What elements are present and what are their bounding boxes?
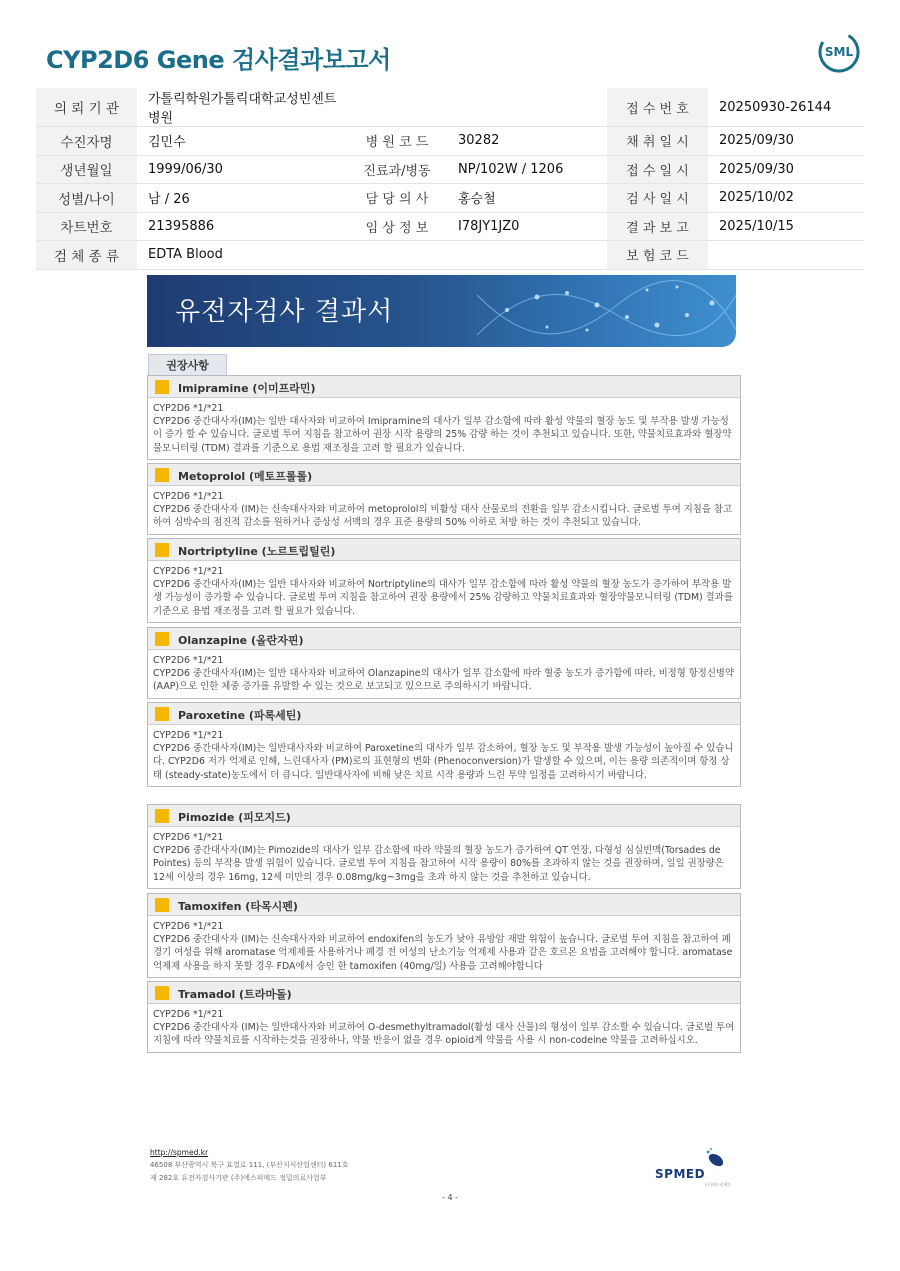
drug-card [147, 981, 741, 1053]
info-label [347, 88, 447, 127]
page-number: - 4 - [442, 1193, 458, 1202]
info-label: 수진자명 [36, 127, 137, 156]
drug-card [147, 627, 741, 699]
info-value: 1999/06/30 [137, 155, 347, 184]
drug-marker-icon [155, 380, 169, 394]
drug-genotype: CYP2D6 *1/*21 [153, 1009, 224, 1020]
drug-card-body [148, 916, 740, 977]
spmed-brand: SPMED [655, 1167, 706, 1181]
info-label: 임 상 정 보 [347, 212, 447, 241]
drug-name: Pimozide (피모지드) [178, 811, 291, 824]
info-value: 2025/09/30 [708, 127, 864, 156]
drug-marker-icon [155, 632, 169, 646]
drug-card [147, 463, 741, 535]
drug-name: Tamoxifen (타목시펜) [178, 900, 298, 913]
drug-marker-icon [155, 707, 169, 721]
drug-recommendation-text: CYP2D6 중간대사자(IM)는 일반 대사자와 비교하여 Imipramine의 대사가 일부 감소함에 따라 활성 약물의 혈장 농도 및 부작용 발생 가능성이 증가 할 수 있습니다. 글로벌 투여 지침을 참고하여 권장 시작 용량의 25% 감량 하는 것이 추천되고 있습니다. 또한, 약물치료효과와 혈장약물모니터링 (TDM) 결과를 기준으로 용법 재조정을 고려 할 필요가 있습니다. [153, 416, 732, 454]
drug-card-body [148, 725, 740, 786]
drug-card-header [148, 464, 740, 486]
info-label: 접 수 번 호 [607, 88, 708, 127]
drug-card [147, 804, 741, 889]
info-value: 김민수 [137, 127, 347, 156]
drug-card-body [148, 398, 740, 459]
drug-genotype: CYP2D6 *1/*21 [153, 403, 224, 414]
drug-recommendation-text: CYP2D6 중간대사자 (IM)는 신속대사자와 비교하여 endoxifen의 농도가 낮아 유방암 재발 위험이 높습니다. 글로벌 투여 지침을 참고하여 폐경기 여성을 위해 aromatase 억제제를 사용하거나 폐경 전 여성의 난소기능 억제제 사용과 같은 호르몬 요법을 고려해야 합니다. aromatase 억제제 사용을 하지 못할 경우 FDA에서 승인 한 tamoxifen (40mg/일) 사용을 고려해야합니다 [153, 934, 733, 972]
drug-name: Olanzapine (올란자핀) [178, 634, 304, 647]
drug-card-body [148, 827, 740, 888]
spmed-brand-sub: (주)에스피메드 [705, 1182, 732, 1187]
drug-card [147, 702, 741, 787]
drug-genotype: CYP2D6 *1/*21 [153, 491, 224, 502]
info-row [36, 212, 864, 241]
info-label [347, 241, 447, 270]
drug-genotype: CYP2D6 *1/*21 [153, 921, 224, 932]
drug-card-body [148, 1004, 740, 1052]
info-row [36, 155, 864, 184]
info-label: 진료과/병동 [347, 155, 447, 184]
recommendations-tab: 권장사항 [148, 354, 227, 376]
result-banner [147, 275, 736, 347]
info-value: 2025/10/15 [708, 212, 864, 241]
patient-info-table [36, 88, 864, 270]
drug-name: Imipramine (이미프라민) [178, 382, 316, 395]
info-label: 성별/나이 [36, 184, 137, 213]
info-value: 2025/09/30 [708, 155, 864, 184]
info-row [36, 241, 864, 270]
drug-marker-icon [155, 809, 169, 823]
drug-marker-icon [155, 468, 169, 482]
info-value [447, 88, 607, 127]
drug-recommendation-text: CYP2D6 중간대사자(IM)는 일반대사자와 비교하여 Paroxetine의 대사가 일부 감소하여, 혈장 농도 및 부작용 발생 가능성이 높아질 수 있습니다. CYP2D6 저가 억제로 인해, 느린대사자 (PM)로의 표현형의 변화 (Phenoconversion)가 발생할 수 있으며, 이는 용량 의존적이며 항정 상태 (steady-state)농도에서 더 큽니다. 일반대사자에 비해 낮은 치료 시작 용량과 느린 투약 일정을 고려하시기 바랍니다. [153, 743, 734, 781]
info-label: 결 과 보 고 [607, 212, 708, 241]
drug-genotype: CYP2D6 *1/*21 [153, 655, 224, 666]
drug-marker-icon [155, 543, 169, 557]
drug-card-body [148, 486, 740, 534]
info-label: 병 원 코 드 [347, 127, 447, 156]
info-label: 생년월일 [36, 155, 137, 184]
info-value: 홍승철 [447, 184, 607, 213]
drug-card-header [148, 982, 740, 1004]
info-value: 20250930-26144 [708, 88, 864, 127]
drug-card-header [148, 628, 740, 650]
sml-logo-text: SML [824, 45, 854, 59]
info-value: 21395886 [137, 212, 347, 241]
drug-recommendation-text: CYP2D6 중간대사자(IM)는 Pimozide의 대사가 일부 감소함에 따라 약물의 혈장 농도가 증가하여 QT 연장, 다형성 심실빈맥(Torsades de Pointes) 등의 부작용 발생 위험이 있습니다. 글로벌 투여 지침을 참고하여 시작 용량이 80%를 초과하지 않는 것을 권장하며, 일일 권장량은 12세 이상의 경우 16mg, 12세 미만의 경우 0.08mg/kg~3mg을 초과 하지 않는 것을 추천하고 있습니다. [153, 845, 724, 883]
info-value [708, 241, 864, 270]
info-label: 검 체 종 류 [36, 241, 137, 270]
drug-card [147, 538, 741, 623]
drug-card-header [148, 894, 740, 916]
info-label: 담 당 의 사 [347, 184, 447, 213]
drug-card-body [148, 561, 740, 622]
drug-card-body [148, 650, 740, 698]
drug-genotype: CYP2D6 *1/*21 [153, 832, 224, 843]
info-value: 2025/10/02 [708, 184, 864, 213]
info-value: 30282 [447, 127, 607, 156]
info-label: 접 수 일 시 [607, 155, 708, 184]
drug-recommendation-text: CYP2D6 중간대사자 (IM)는 신속대사자와 비교하여 metoprolol의 비활성 대사 산물로의 전환을 일부 감소시킵니다. 글로벌 투여 지침을 참고하여 심박수의 점진적 감소를 원하거나 증상성 서맥의 경우 표준 용량의 50% 이하로 처방 하는 것이 추천되고 있습니다. [153, 504, 732, 529]
info-value: I78JY1JZ0 [447, 212, 607, 241]
banner-title: 유전자검사 결과서 [175, 297, 394, 327]
drug-genotype: CYP2D6 *1/*21 [153, 566, 224, 577]
drug-name: Paroxetine (파록세틴) [178, 709, 302, 722]
drug-name: Tramadol (트라마돌) [178, 988, 292, 1001]
info-value: NP/102W / 1206 [447, 155, 607, 184]
drug-card-header [148, 805, 740, 827]
sml-logo [818, 31, 860, 73]
drug-card-header [148, 376, 740, 398]
drug-card [147, 893, 741, 978]
drug-marker-icon [155, 898, 169, 912]
info-value: 가톨릭학원가톨릭대학교성빈센트병원 [137, 88, 347, 127]
info-value: EDTA Blood [137, 241, 347, 270]
footer-website-link[interactable]: http://spmed.kr [150, 1148, 209, 1157]
info-row [36, 184, 864, 213]
drug-card-header [148, 539, 740, 561]
info-label: 차트번호 [36, 212, 137, 241]
info-label: 보 험 코 드 [607, 241, 708, 270]
info-label: 채 취 일 시 [607, 127, 708, 156]
info-value [447, 241, 607, 270]
drug-card [147, 375, 741, 460]
info-row [36, 88, 864, 127]
info-label: 검 사 일 시 [607, 184, 708, 213]
drug-recommendation-text: CYP2D6 중간대사자(IM)는 일반 대사자와 비교하여 Nortriptyline의 대사가 일부 감소함에 따라 활성 약물의 혈장 농도가 증가하여 부작용 발생 가능성이 증가할 수 있습니다. 글로벌 투여 지침을 참고하여 권장 용량에서 25% 감량하고 약물치료효과와 혈장약물모니터링 (TDM) 결과를 기준으로 용법 재조정을 고려 할 필요가 있습니다. [153, 579, 733, 617]
drug-name: Metoprolol (메토프롤롤) [178, 470, 313, 483]
drug-genotype: CYP2D6 *1/*21 [153, 730, 224, 741]
drug-card-header [148, 703, 740, 725]
drug-recommendation-text: CYP2D6 중간대사자 (IM)는 일반대사자와 비교하여 O-desmethyltramadol(활성 대사 산물)의 형성이 일부 감소할 수 있습니다. 글로벌 투여지침에 따라 약물치료를 시작하는것을 권장하나, 약물 반응이 없을 경우 opioid계 약물을 사용 시 non-codeine 약물을 고려하십시오. [153, 1022, 735, 1047]
info-row [36, 127, 864, 156]
footer-address: 46508 부산광역시 북구 효열로 111, (부산지식산업센터) 611호 [150, 1161, 349, 1169]
report-title: CYP2D6 Gene 검사결과보고서 [46, 46, 391, 74]
info-value: 남 / 26 [137, 184, 347, 213]
drug-name: Nortriptyline (노르트립틸린) [178, 545, 336, 558]
drug-recommendation-text: CYP2D6 중간대사자(IM)는 일반 대사자와 비교하여 Olanzapine의 대사가 일부 감소함에 따라 혈중 농도가 증가함에 따라, 비정형 항정신병약 (AAP)으로 인한 체중 증가를 유발할 수 있는 것으로 보고되고 있으므로 주의하시기 바랍니다. [153, 668, 735, 693]
info-label: 의 뢰 기 관 [36, 88, 137, 127]
footer-institution: 제 282호 유전자검사기관 (주)에스피메드 정밀의료사업부 [150, 1174, 327, 1182]
drug-marker-icon [155, 986, 169, 1000]
